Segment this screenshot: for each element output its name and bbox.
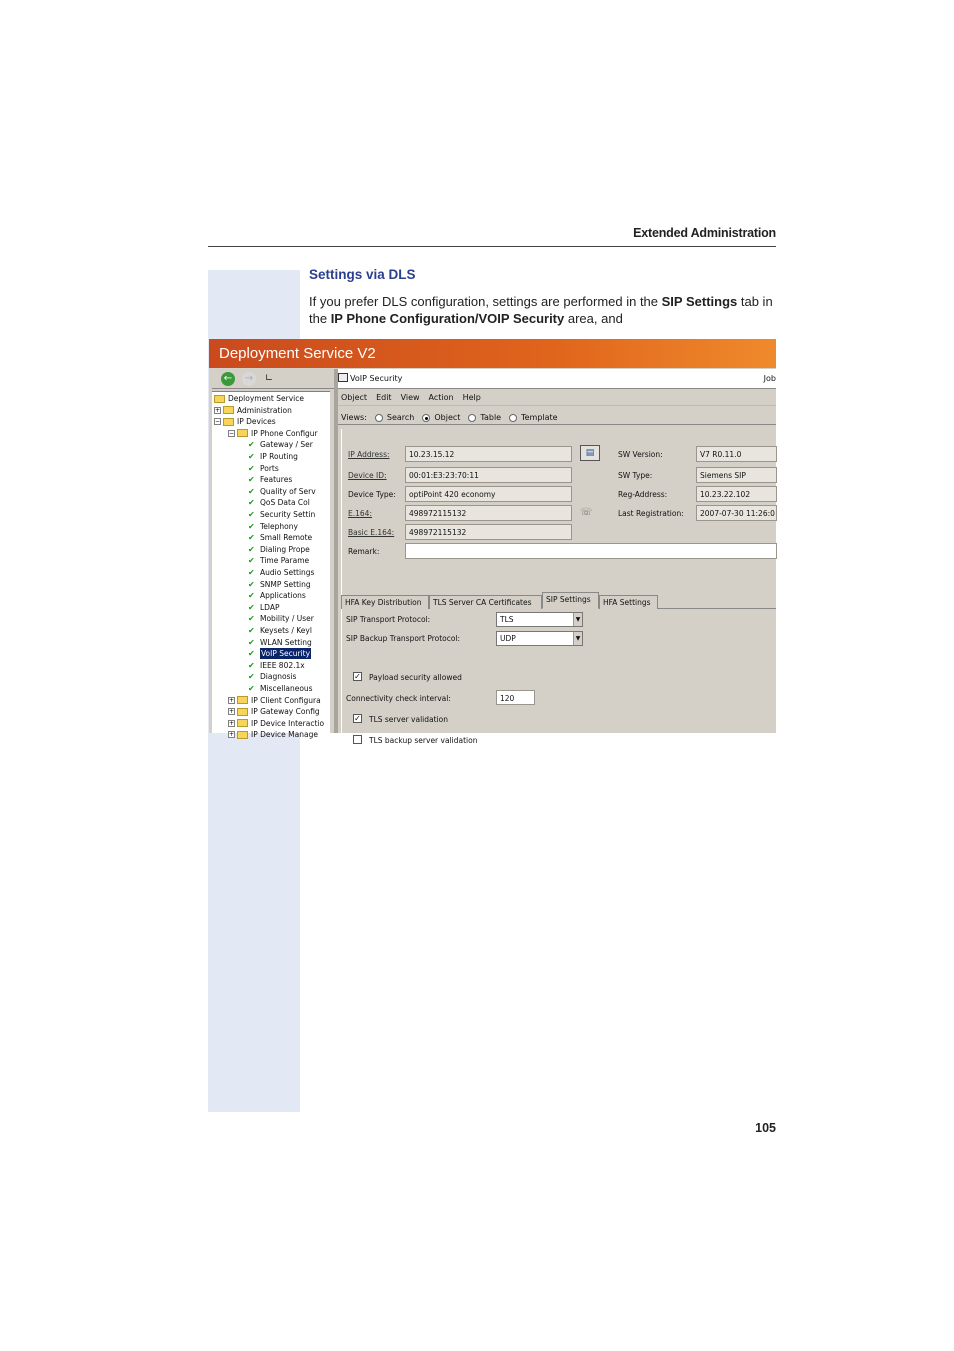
tree-item-label: QoS Data Col [260,498,310,508]
tree-item[interactable] [228,729,318,740]
view-table-label: Table [480,413,502,422]
tree-item[interactable] [214,405,292,416]
tree-item-label: LDAP [260,602,280,612]
e164-label[interactable]: E.164: [348,509,372,518]
folder-icon [214,395,225,403]
check-icon: ✔ [248,626,255,635]
tree-item[interactable] [248,555,309,566]
dls-screenshot [209,339,776,745]
e164-field[interactable]: 498972115132 [405,505,572,521]
back-icon[interactable]: ← [221,372,235,386]
expand-icon[interactable]: + [215,406,221,414]
tree-item-label: Ports [260,463,279,473]
sip-backup-value: UDP [500,634,516,643]
check-icon: ✔ [248,602,255,612]
check-icon: ✔ [248,568,255,577]
phone-icon[interactable]: ☏ [580,507,593,518]
tree-item[interactable] [248,521,298,532]
folder-icon [237,719,248,727]
menu-action[interactable]: Action [428,393,454,402]
tree-item-label: Applications [260,591,306,601]
menu-help[interactable]: Help [462,393,481,402]
last-registration-label: Last Registration: [618,509,684,518]
tree-item[interactable] [214,393,304,404]
tree-item-label: Time Parame [260,556,310,566]
check-icon: ✔ [248,579,255,589]
check-icon: ✔ [248,660,255,670]
tab-sip-settings[interactable]: SIP Settings [542,592,599,609]
tree-item[interactable] [228,428,318,439]
view-template-label: Template [521,413,558,422]
window-title-bar [338,369,776,389]
folder-icon [237,696,248,704]
tree-item[interactable] [248,486,316,497]
check-icon: ✔ [248,486,255,496]
tree-item[interactable] [248,671,296,682]
sw-version-label: SW Version: [618,450,663,459]
sip-transport-value: TLS [500,615,514,624]
tree-item[interactable] [248,613,314,624]
tree-item[interactable] [248,579,311,590]
forward-icon[interactable]: → [242,372,256,386]
tree-item-label: IP Device Manage [251,730,318,740]
app-title-bar: Deployment Service V2 [209,339,776,368]
folder-icon [223,406,234,414]
tree-item-label: VoIP Security [261,649,311,659]
tree-item-label: Keysets / Keyl [260,626,312,635]
check-icon: ✔ [248,440,255,450]
reg-address-field[interactable]: 10.23.22.102 [696,486,777,502]
check-icon: ✔ [248,556,255,566]
tree-item-label: IP Routing [260,452,298,461]
folder-icon [237,708,248,716]
chevron-down-icon[interactable]: ▼ [573,613,582,626]
basic-e164-label[interactable]: Basic E.164: [348,528,395,537]
job-label[interactable]: Job [763,374,776,383]
tree-item-label: Quality of Serv [260,486,316,496]
check-icon: ✔ [248,463,255,473]
tree-item-label: IP Phone Configur [251,428,318,438]
check-icon: ✔ [248,533,255,543]
basic-e164-field[interactable]: 498972115132 [405,524,572,540]
tree-item-label: Gateway / Ser [260,440,313,450]
device-type-label: Device Type: [348,490,396,499]
tab-hfa-key-distribution[interactable]: HFA Key Distribution [341,595,429,609]
tls-server-validation-label: TLS server validation [369,715,448,724]
tab-hfa-settings[interactable]: HFA Settings [599,595,658,609]
tree-item-label: Small Remote [260,533,313,543]
check-icon: ✔ [248,452,255,461]
check-icon: ✔ [248,591,255,601]
connectivity-interval-label: Connectivity check interval: [346,694,451,703]
tree-item-label: Miscellaneous [260,684,313,693]
tree-item-label: IEEE 802.1x [260,660,305,670]
last-registration-field[interactable]: 2007-07-30 11:26:0 [696,505,777,521]
tree-item[interactable] [248,683,313,694]
tree-item[interactable] [248,602,279,613]
device-id-field[interactable]: 00:01:E3:23:70:11 [405,467,572,483]
tree-item-label: Features [260,475,293,485]
tab-tls-server-ca-certificates[interactable]: TLS Server CA Certificates [429,595,542,609]
tree-item-label: Deployment Service [228,394,304,403]
folder-icon [237,731,248,739]
tree-item[interactable] [248,439,313,450]
remark-field[interactable] [405,543,777,559]
sw-type-field[interactable]: Siemens SIP [696,467,777,483]
check-icon: ✔ [248,521,255,531]
check-icon: ✔ [248,637,255,647]
tree-item[interactable] [228,695,321,706]
tls-backup-validation-label: TLS backup server validation [369,736,478,745]
tree-item-label: IP Gateway Config [251,707,320,717]
header-rule [208,246,776,247]
tree-item-label: Telephony [260,521,298,531]
sip-settings-panel [341,610,776,745]
open-device-icon[interactable]: ▤ [580,445,600,461]
tree-item[interactable] [248,648,311,659]
menu-bar [338,390,776,406]
object-pane [338,369,776,745]
tree-item[interactable] [248,463,279,474]
tree-item[interactable] [248,532,312,543]
check-icon: ✔ [248,649,255,659]
tree-item-label: Diagnosis [260,672,297,682]
nav-toolbar [212,369,334,389]
page-header: Extended Administration [633,226,776,240]
tree-item[interactable] [228,718,324,729]
tls-backup-validation-checkbox[interactable] [353,735,362,744]
collapse-icon[interactable]: − [229,429,235,437]
section-title: Settings via DLS [309,267,416,282]
check-icon: ✔ [248,544,255,554]
window-icon [338,373,348,382]
navigation-pane [212,369,334,740]
sip-backup-label: SIP Backup Transport Protocol: [346,634,461,643]
check-icon: ✔ [248,475,255,485]
remark-label: Remark: [348,547,380,556]
check-icon: ✔ [248,614,255,624]
tree-item[interactable] [248,660,305,671]
view-template-radio[interactable] [509,414,517,422]
sw-type-label: SW Type: [618,471,653,480]
settings-tabs [341,595,776,609]
expand-icon[interactable]: + [229,696,235,704]
device-id-label[interactable]: Device ID: [348,471,387,480]
tree-item[interactable] [248,567,314,578]
device-type-field[interactable]: optiPoint 420 economy [405,486,572,502]
tree-icon[interactable]: ∟ [264,373,274,384]
views-label: Views: [341,413,367,422]
sw-version-field[interactable]: V7 R0.11.0 [696,446,777,462]
tree-item[interactable] [248,637,312,648]
collapse-icon[interactable]: − [215,418,221,426]
expand-icon[interactable]: + [229,719,235,727]
ip-address-label[interactable]: IP Address: [348,450,390,459]
tree-item-label: Administration [237,405,292,415]
sip-transport-select[interactable] [496,612,583,627]
tree-item[interactable] [248,497,310,508]
tree-item[interactable] [248,509,315,520]
menu-object[interactable]: Object [341,393,368,402]
view-search-label: Search [386,413,415,422]
check-icon: ✔ [248,498,255,508]
expand-icon[interactable]: + [229,708,235,716]
tree-item-label: Security Settin [260,510,316,519]
sip-transport-label: SIP Transport Protocol: [346,615,431,624]
views-bar [338,407,776,425]
folder-icon [223,418,234,426]
view-object-radio[interactable] [422,414,430,422]
payload-security-label: Payload security allowed [369,673,462,682]
tree-item[interactable] [248,544,310,555]
connectivity-interval-field[interactable]: 120 [496,690,535,705]
chevron-down-icon[interactable]: ▼ [573,632,582,645]
tree-item-label: Mobility / User [260,614,314,624]
view-search-radio[interactable] [375,414,383,422]
check-icon: ✔ [248,510,255,519]
tree-item[interactable] [248,590,306,601]
device-tree [212,391,330,740]
tree-item-label: IP Devices [237,417,276,427]
view-object-label: Object [434,413,461,422]
tree-item-label: Dialing Prope [260,544,310,554]
tree-item[interactable] [248,474,292,485]
payload-security-checkbox[interactable]: ✓ [354,672,361,681]
view-table-radio[interactable] [468,414,476,422]
tree-item-label: Audio Settings [260,568,315,577]
tree-item-label: IP Client Configura [251,695,321,705]
tree-item-label: SNMP Setting [260,579,311,589]
intro-paragraph: If you prefer DLS configuration, settings are performed in the SIP Settings tab in the IP Phone Configuration/VOIP Security area, and [309,294,773,326]
page-number: 105 [755,1121,776,1135]
tree-item-label: IP Device Interactio [251,718,325,728]
tree-item[interactable] [248,451,298,462]
expand-icon[interactable]: + [229,731,235,739]
tree-item[interactable] [248,625,312,636]
window-title: VoIP Security [350,374,403,383]
sip-backup-select[interactable] [496,631,583,646]
check-icon: ✔ [248,684,255,693]
tls-server-validation-checkbox[interactable]: ✓ [354,714,361,723]
menu-view[interactable]: View [400,393,420,402]
check-icon: ✔ [248,672,255,682]
menu-edit[interactable]: Edit [376,393,392,402]
tree-item[interactable] [214,416,276,427]
reg-address-label: Reg-Address: [618,490,668,499]
tree-item[interactable] [228,706,320,717]
folder-icon [237,429,248,437]
tree-item-label: WLAN Setting [260,637,312,647]
ip-address-field[interactable]: 10.23.15.12 [405,446,572,462]
